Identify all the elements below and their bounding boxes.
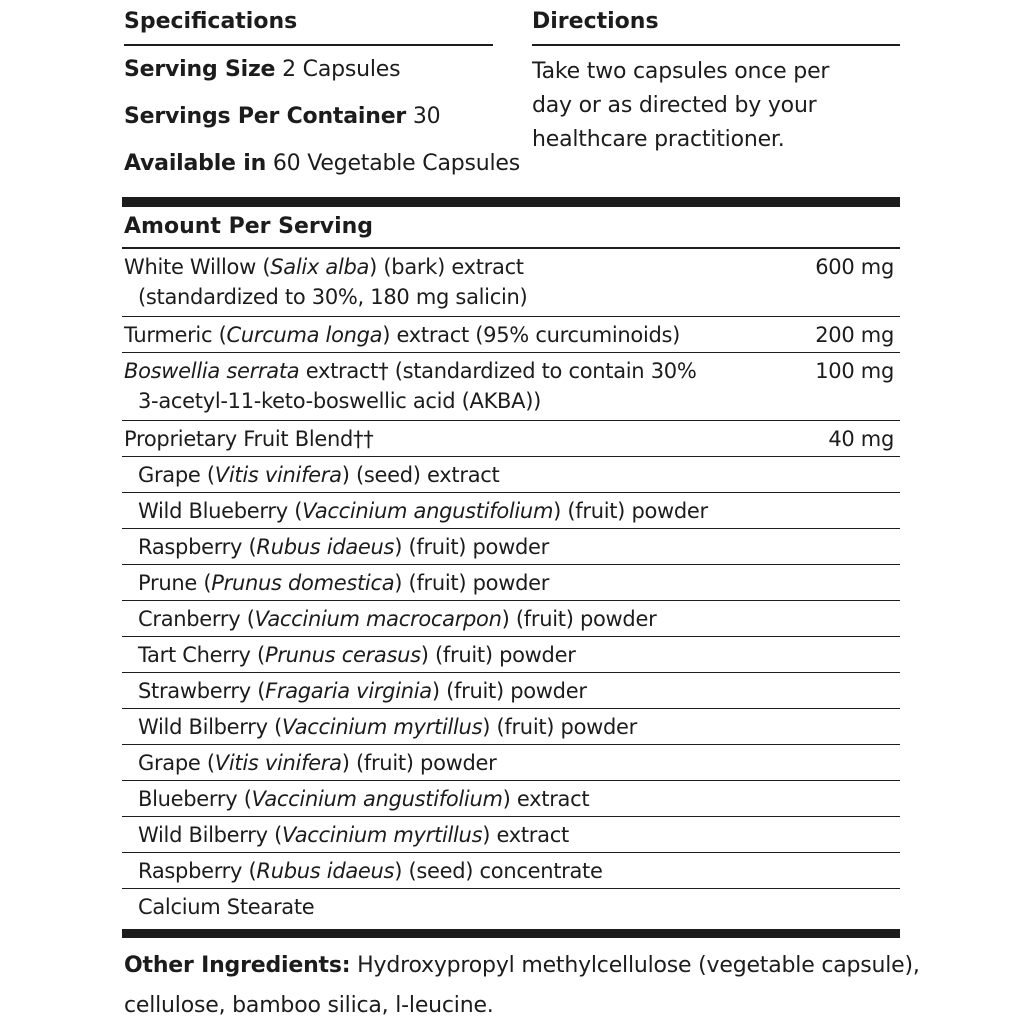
specifications-heading: Specifications	[124, 0, 493, 46]
ingredient-name	[122, 748, 900, 778]
ingredient-name-italic: Fragaria virginia	[265, 679, 432, 703]
ingredient-row	[122, 817, 900, 853]
amount-per-serving-heading: Amount Per Serving	[122, 207, 900, 249]
ingredient-name	[122, 676, 900, 706]
ingredient-name-pre: Wild Bilberry (	[138, 715, 282, 739]
ingredient-row	[122, 781, 900, 817]
directions-section	[532, 0, 900, 157]
ingredient-amount: 100 mg	[815, 359, 894, 383]
ingredient-name-post: ) extract	[502, 787, 590, 811]
servings-per-container-label: Servings Per Container	[124, 104, 407, 129]
ingredient-name	[122, 568, 900, 598]
ingredient-name	[122, 784, 900, 814]
ingredient-name-pre: Prune (	[138, 571, 212, 595]
ingredient-name-pre: Calcium Stearate	[138, 895, 315, 919]
ingredient-name-italic: Boswellia serrata	[124, 359, 300, 383]
directions-line: Take two capsules once per	[532, 59, 830, 84]
ingredient-name-italic: Salix alba	[270, 255, 370, 279]
directions-heading: Directions	[532, 0, 900, 46]
ingredient-name-pre: Grape (	[138, 751, 215, 775]
ingredient-name-post: ) (fruit) powder	[341, 751, 497, 775]
serving-size-label: Serving Size	[124, 57, 276, 82]
ingredient-row	[122, 601, 900, 637]
ingredient-name	[122, 320, 900, 350]
ingredient-row	[122, 673, 900, 709]
ingredient-name	[122, 640, 900, 670]
supplement-facts-table	[122, 197, 900, 938]
ingredient-amount: 40 mg	[828, 427, 894, 451]
ingredient-name-post: ) (fruit) powder	[394, 535, 549, 559]
ingredient-name-italic: Vaccinium myrtillus	[282, 823, 483, 847]
ingredient-name-pre: Wild Blueberry (	[138, 499, 303, 523]
ingredient-name-post: extract† (standardized to contain 30%	[299, 359, 697, 383]
ingredient-name	[122, 604, 900, 634]
ingredient-row	[122, 709, 900, 745]
ingredient-rows	[122, 249, 900, 927]
ingredient-row	[122, 529, 900, 565]
ingredient-name-post: ) (fruit) powder	[553, 499, 708, 523]
ingredient-name-italic: Vaccinium angustifolium	[251, 787, 503, 811]
ingredient-name	[122, 892, 900, 922]
ingredient-name-post: ) (seed) extract	[341, 463, 500, 487]
ingredient-name	[122, 856, 900, 886]
available-in-value: 60 Vegetable Capsules	[272, 151, 521, 176]
ingredient-name	[122, 460, 900, 490]
top-divider	[122, 197, 900, 207]
ingredient-name-post: ) extract	[482, 823, 569, 847]
ingredient-name-pre: Grape (	[138, 463, 215, 487]
ingredient-name-post: ) (fruit) powder	[482, 715, 637, 739]
available-in-label: Available in	[124, 151, 267, 176]
ingredient-name	[122, 424, 900, 454]
servings-per-container-value: 30	[412, 104, 441, 129]
directions-line: healthcare practitioner.	[532, 127, 785, 152]
serving-size-value: 2 Capsules	[282, 57, 401, 82]
ingredient-name	[122, 252, 900, 282]
ingredient-name-italic: Prunus cerasus	[264, 643, 421, 667]
ingredient-name-italic: Vaccinium myrtillus	[282, 715, 483, 739]
directions-line: day or as directed by your	[532, 93, 817, 118]
ingredient-name-post: ) (fruit) powder	[394, 571, 550, 595]
ingredient-row	[122, 249, 900, 317]
ingredient-name-italic: Rubus idaeus	[256, 535, 395, 559]
other-ingredients-label: Other Ingredients:	[124, 953, 351, 978]
ingredient-name-post: ) (fruit) powder	[420, 643, 576, 667]
ingredient-detail: 3-acetyl-11-keto-boswellic acid (AKBA))	[138, 389, 542, 413]
ingredient-name-italic: Vitis vinifera	[214, 463, 342, 487]
ingredient-detail: (standardized to 30%, 180 mg salicin)	[138, 285, 528, 309]
ingredient-name-pre: Wild Bilberry (	[138, 823, 282, 847]
ingredient-row	[122, 493, 900, 529]
servings-per-container	[124, 93, 493, 140]
ingredient-amount: 200 mg	[815, 323, 894, 347]
ingredient-row	[122, 421, 900, 457]
directions-text	[532, 55, 900, 157]
ingredient-row	[122, 565, 900, 601]
ingredient-name	[122, 712, 900, 742]
ingredient-name-post: ) (fruit) powder	[431, 679, 587, 703]
ingredient-name-italic: Prunus domestica	[211, 571, 395, 595]
ingredient-name-italic: Curcuma longa	[226, 323, 383, 347]
ingredient-row	[122, 457, 900, 493]
bottom-divider	[122, 929, 900, 938]
ingredient-name	[122, 820, 900, 850]
ingredient-name-post: ) (seed) concentrate	[394, 859, 603, 883]
other-ingredients-line2: cellulose, bamboo silica, l-leucine.	[124, 993, 494, 1018]
ingredient-name-italic: Vitis vinifera	[214, 751, 342, 775]
ingredient-name-italic: Vaccinium macrocarpon	[254, 607, 502, 631]
ingredient-row	[122, 637, 900, 673]
ingredient-name-pre: Raspberry (	[138, 859, 257, 883]
specifications-section	[124, 0, 521, 187]
ingredient-name-pre: Turmeric (	[124, 323, 227, 347]
other-ingredients	[124, 946, 984, 1026]
ingredient-name-pre: Strawberry (	[138, 679, 266, 703]
ingredient-row	[122, 317, 900, 353]
ingredient-row	[122, 889, 900, 927]
ingredient-name-italic: Vaccinium angustifolium	[302, 499, 554, 523]
available-in	[124, 140, 521, 187]
ingredient-name-pre: Cranberry (	[138, 607, 255, 631]
ingredient-name-post: ) (fruit) powder	[501, 607, 657, 631]
serving-size	[124, 46, 493, 93]
ingredient-name-post: ) extract (95% curcuminoids)	[382, 323, 681, 347]
ingredient-name-pre: Raspberry (	[138, 535, 257, 559]
ingredient-name-pre: Tart Cherry (	[138, 643, 265, 667]
ingredient-name	[122, 496, 900, 526]
ingredient-row	[122, 853, 900, 889]
ingredient-name-pre: Blueberry (	[138, 787, 252, 811]
ingredient-name	[122, 532, 900, 562]
ingredient-name-pre: Proprietary Fruit Blend††	[124, 427, 374, 451]
ingredient-row	[122, 353, 900, 421]
ingredient-row	[122, 745, 900, 781]
ingredient-amount: 600 mg	[815, 255, 894, 279]
other-ingredients-line1: Hydroxypropyl methylcellulose (vegetable capsule),	[350, 953, 920, 978]
ingredient-name-post: ) (bark) extract	[369, 255, 524, 279]
ingredient-name-italic: Rubus idaeus	[256, 859, 395, 883]
ingredient-name-pre: White Willow (	[124, 255, 271, 279]
ingredient-name	[122, 356, 900, 386]
